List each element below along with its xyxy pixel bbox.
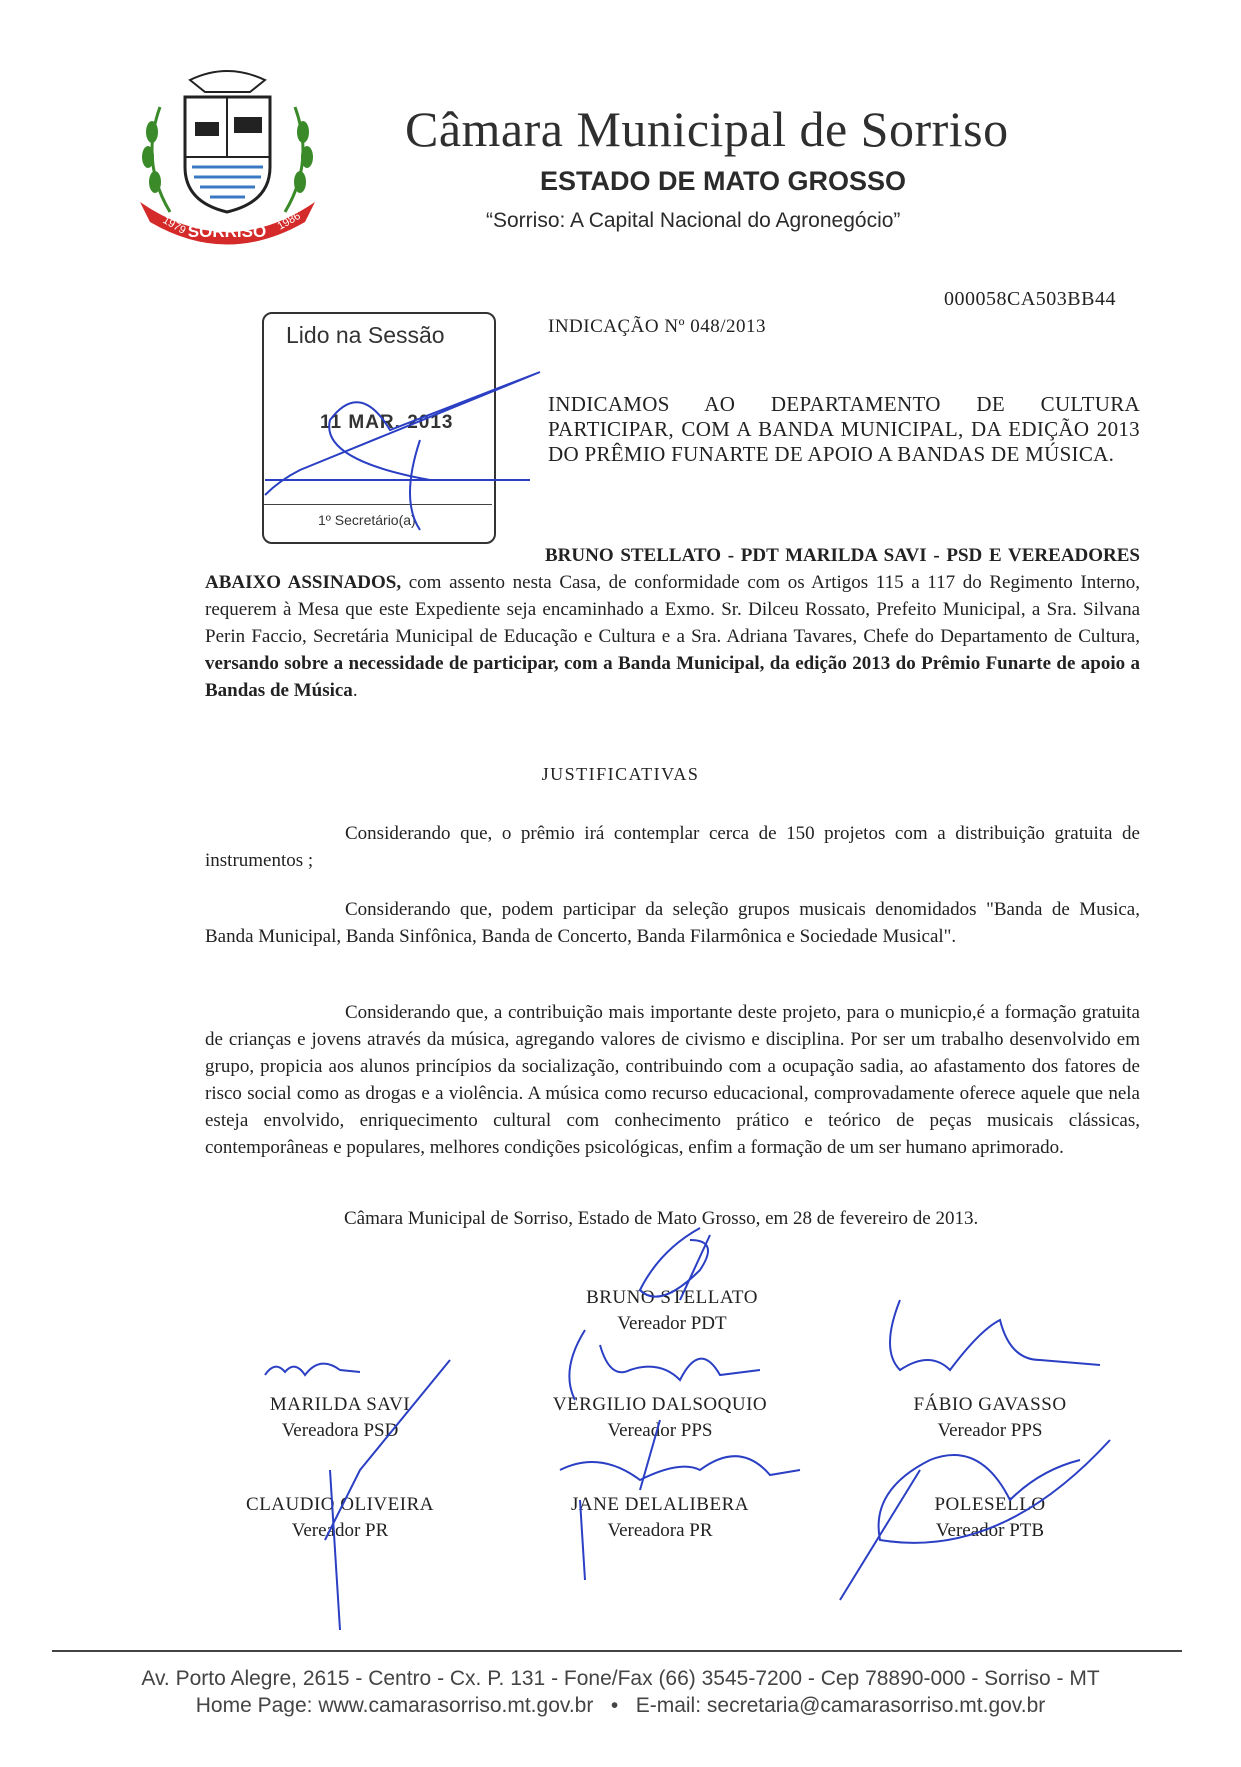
institution-title: Câmara Municipal de Sorriso [405, 101, 1009, 157]
signature-block [860, 1392, 1120, 1444]
city-crest-logo [130, 62, 325, 247]
footer-separator: • [610, 1694, 619, 1717]
signatory-name: CLAUDIO OLIVEIRA [246, 1494, 434, 1515]
signature-fabio-gavasso [890, 1300, 1100, 1370]
signatory-role: Vereador PTB [935, 1520, 1045, 1541]
closing-line: Câmara Municipal de Sorriso, Estado de Mato Grosso, em 28 de fevereiro de 2013. [344, 1208, 979, 1229]
footer-contacts [0, 1694, 1241, 1718]
intro-subject: versando sobre a necessidade de participar, com a Banda Municipal, da edição 2013 do Prêmio Funarte de apoio a Bandas de Música [205, 653, 1140, 701]
signature-block [210, 1492, 470, 1544]
stamp-divider [264, 504, 492, 505]
signatory-role: Vereador PPS [937, 1420, 1043, 1441]
justification-1 [205, 820, 1140, 874]
intro-text: com assento nesta Casa, de conformidade com os Artigos 115 a 117 do Regimento Interno, requerem à Mesa que este Expediente seja encaminhado a Exmo. Sr. Dilceu Rossato, Prefeito Municipal, a Sra. Silvana Perin Faccio, Secretária Municipal de Educação e Cultura e a Sra. Adriana Tavares, Chefe do Departamento de Cultura, [205, 572, 1140, 647]
stamp-date: 11 MAR. 2013 [320, 412, 454, 433]
document-code: 000058CA503BB44 [944, 288, 1116, 310]
justification-2 [205, 896, 1140, 950]
justification-text: Considerando que, a contribuição mais importante deste projeto, para o municpio,é a formação gratuita de crianças e jovens através da música, agregando valores de civismo e disciplina. Por ser um trabalho desenvolvido em grupo, propicia aos alunos princípios da socialização, contribuindo com a ocupação sadia, ao afastamento dos fatores de risco social como as drogas e a violência. A música como recurso educacional, comprovadamente oferece aquele que nela esteja envolvido, enriquecimento cultural com conhecimento prático e teórico de peças musicais clássicas, contemporâneas e populares, melhores condições psicológicas, enfim a formação de um ser humano aprimorado. [205, 1002, 1140, 1158]
motto: “Sorriso: A Capital Nacional do Agronegócio” [486, 209, 901, 232]
footer-address: Av. Porto Alegre, 2615 - Centro - Cx. P. 131 - Fone/Fax (66) 3545-7200 - Cep 78890-000 - Sorriso - MT [141, 1667, 1100, 1690]
intro-paragraph [205, 542, 1140, 704]
signatory-role: Vereadora PSD [281, 1420, 399, 1441]
signatory-name: FÁBIO GAVASSO [913, 1394, 1067, 1415]
signature-block [860, 1492, 1120, 1544]
signatory-name: VERGILIO DALSOQUIO [552, 1394, 768, 1415]
signature-block [542, 1285, 802, 1337]
signatory-role: Vereador PPS [607, 1420, 713, 1441]
signatory-role: Vereador PR [291, 1520, 389, 1541]
justification-text: Considerando que, podem participar da seleção grupos musicais denomidados "Banda de Musica, Banda Municipal, Banda Sinfônica, Banda de Concerto, Banda Filarmônica e Sociedade Musical". [205, 899, 1140, 947]
signature-block [530, 1392, 790, 1444]
signatory-name: JANE DELALIBERA [571, 1494, 749, 1515]
signatory-role: Vereador PDT [617, 1313, 727, 1334]
justification-heading: JUSTIFICATIVAS [541, 764, 700, 784]
state-name: ESTADO DE MATO GROSSO [540, 166, 907, 196]
document-number: INDICAÇÃO Nº 048/2013 [548, 316, 766, 337]
document-summary: INDICAMOS AO DEPARTAMENTO DE CULTURA PARTICIPAR, COM A BANDA MUNICIPAL, DA EDIÇÃO 2013 DO PRÊMIO FUNARTE DE APOIO A BANDAS DE MÚSICA. [548, 392, 1140, 466]
signatory-name: BRUNO STELLATO [586, 1287, 758, 1308]
justification-text: Considerando que, o prêmio irá contemplar cerca de 150 projetos com a distribuição gratuita de instrumentos ; [205, 823, 1140, 871]
home-page-link[interactable]: Home Page: www.camarasorriso.mt.gov.br [195, 1694, 594, 1717]
stamp-secretary: 1º Secretário(a) [318, 512, 416, 528]
justification-3 [205, 999, 1140, 1161]
intro-end: . [352, 680, 358, 701]
intro-authors: BRUNO STELLATO - PDT MARILDA SAVI - PSD E VEREADORES ABAIXO ASSINADOS, [205, 545, 1140, 593]
logo-year-left: 1979 [160, 214, 188, 237]
signature-block [530, 1492, 790, 1544]
logo-year-right: 1986 [275, 209, 303, 233]
logo-name: SORRISO [187, 222, 267, 241]
email-link[interactable]: E-mail: secretaria@camarasorriso.mt.gov.br [635, 1694, 1046, 1717]
signatory-role: Vereadora PR [607, 1520, 713, 1541]
footer-divider [52, 1650, 1182, 1652]
signatory-name: POLESELLO [934, 1494, 1046, 1515]
signature-block [210, 1392, 470, 1444]
signatory-name: MARILDA SAVI [269, 1394, 411, 1415]
stamp-title: Lido na Sessão [286, 322, 445, 348]
